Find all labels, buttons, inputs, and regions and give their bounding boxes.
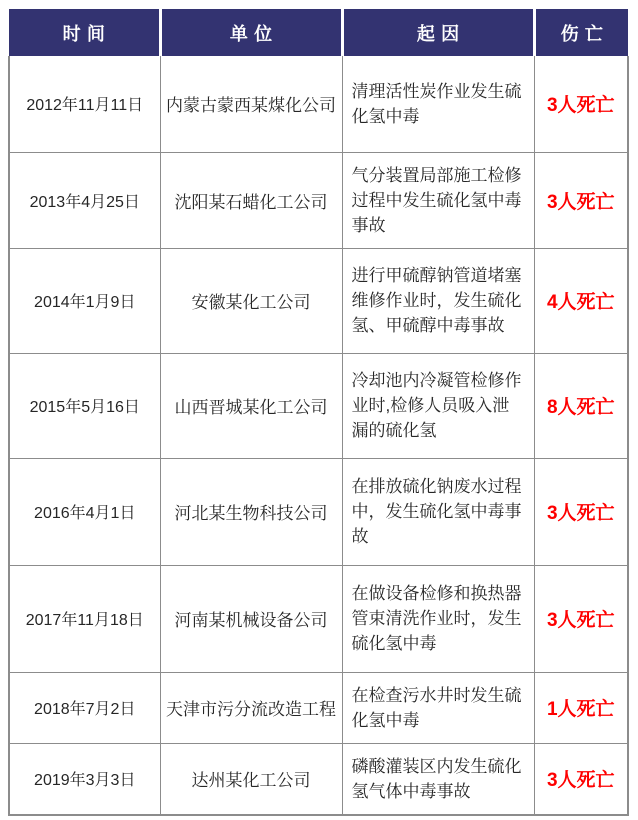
unit-cell: 安徽某化工公司 <box>160 248 342 353</box>
table-body <box>9 56 628 815</box>
date-cell: 2015年5月16日 <box>9 353 160 458</box>
header-cell-time: 时间 <box>9 9 160 56</box>
table-row <box>9 743 628 815</box>
unit-cell: 河南某机械设备公司 <box>160 565 342 672</box>
cause-cell: 在检查污水井时发生硫化氢中毒 <box>342 672 534 743</box>
unit-cell: 达州某化工公司 <box>160 743 342 815</box>
header-cell-unit: 单位 <box>160 9 342 56</box>
cause-cell: 在做设备检修和换热器管束清洗作业时，发生硫化氢中毒 <box>342 565 534 672</box>
casualty-cell: 3人死亡 <box>534 565 628 672</box>
unit-cell: 山西晋城某化工公司 <box>160 353 342 458</box>
table-row <box>9 56 628 152</box>
casualty-cell: 3人死亡 <box>534 458 628 565</box>
cause-cell: 在排放硫化钠废水过程中，发生硫化氢中毒事故 <box>342 458 534 565</box>
cause-cell: 进行甲硫醇钠管道堵塞维修作业时，发生硫化氢、甲硫醇中毒事故 <box>342 248 534 353</box>
table-header <box>9 9 628 56</box>
table-row <box>9 152 628 248</box>
cause-cell: 冷却池内冷凝管检修作业时,检修人员吸入泄漏的硫化氢 <box>342 353 534 458</box>
casualty-cell: 1人死亡 <box>534 672 628 743</box>
casualty-cell: 4人死亡 <box>534 248 628 353</box>
date-cell: 2016年4月1日 <box>9 458 160 565</box>
date-cell: 2017年11月18日 <box>9 565 160 672</box>
unit-cell: 天津市污分流改造工程 <box>160 672 342 743</box>
casualty-cell: 3人死亡 <box>534 743 628 815</box>
casualty-cell: 3人死亡 <box>534 152 628 248</box>
date-cell: 2014年1月9日 <box>9 248 160 353</box>
table-row <box>9 248 628 353</box>
casualty-cell: 3人死亡 <box>534 56 628 152</box>
casualty-cell: 8人死亡 <box>534 353 628 458</box>
date-cell: 2013年4月25日 <box>9 152 160 248</box>
table-row <box>9 458 628 565</box>
header-cell-cause: 起因 <box>342 9 534 56</box>
date-cell: 2012年11月11日 <box>9 56 160 152</box>
date-cell: 2018年7月2日 <box>9 672 160 743</box>
unit-cell: 河北某生物科技公司 <box>160 458 342 565</box>
unit-cell: 沈阳某石蜡化工公司 <box>160 152 342 248</box>
table-row <box>9 353 628 458</box>
cause-cell: 磷酸灌装区内发生硫化氢气体中毒事故 <box>342 743 534 815</box>
unit-cell: 内蒙古蒙西某煤化公司 <box>160 56 342 152</box>
cause-cell: 气分装置局部施工检修过程中发生硫化氢中毒事故 <box>342 152 534 248</box>
header-row <box>9 9 628 56</box>
incidents-table <box>8 9 629 816</box>
date-cell: 2019年3月3日 <box>9 743 160 815</box>
header-cell-casualty: 伤亡 <box>534 9 628 56</box>
table-row <box>9 672 628 743</box>
table-row <box>9 565 628 672</box>
cause-cell: 清理活性炭作业发生硫化氢中毒 <box>342 56 534 152</box>
